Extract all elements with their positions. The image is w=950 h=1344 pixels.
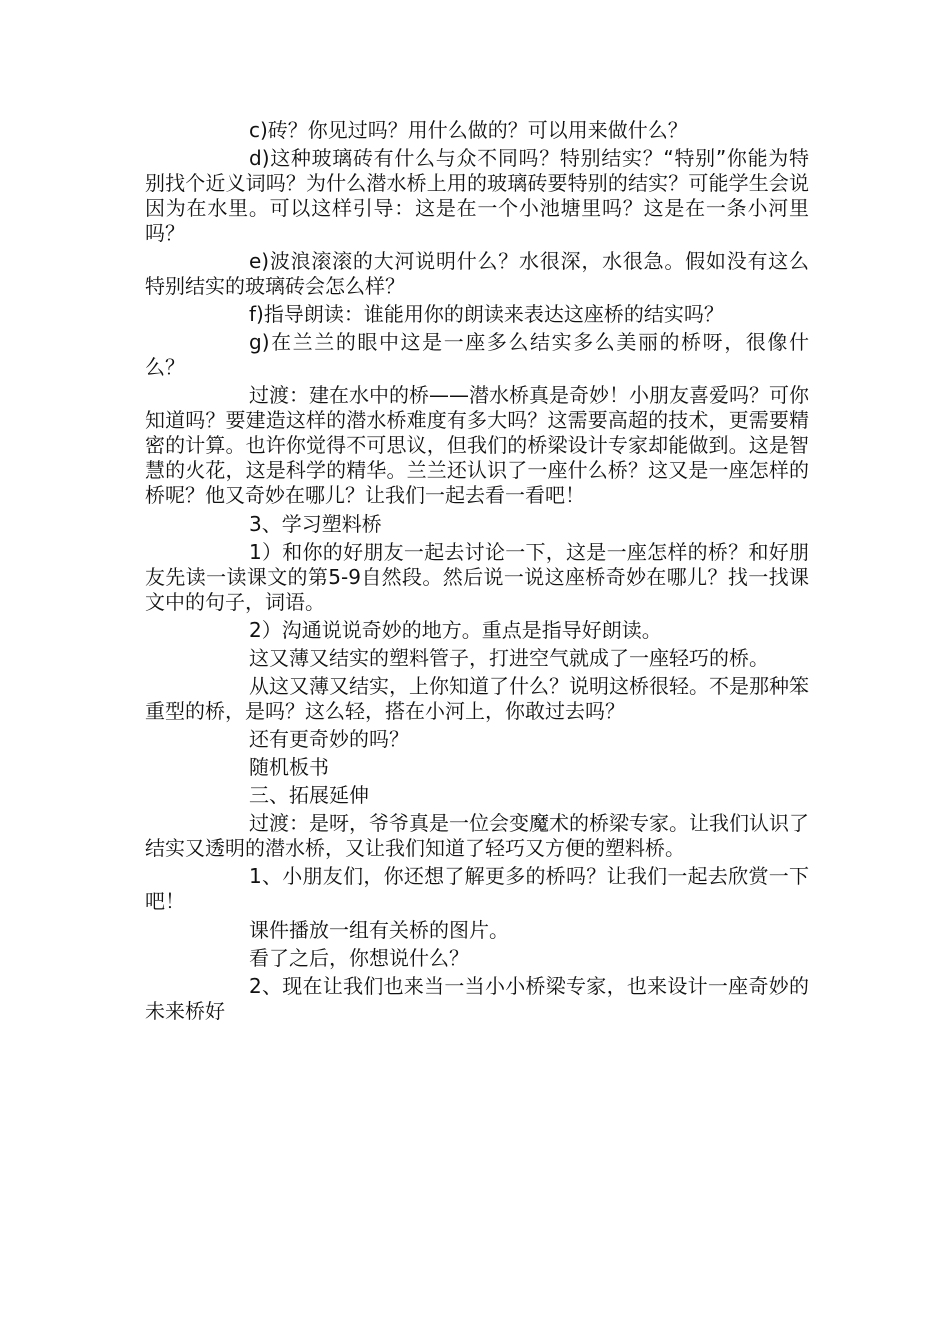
paragraph-light-bridge: 从这又薄又结实，上你知道了什么？说明这桥很轻。不是那种笨重型的桥，是吗？这么轻，搭在小河上，你敢过去吗？ (145, 673, 809, 723)
paragraph-after-viewing: 看了之后，你想说什么？ (249, 945, 469, 970)
paragraph-c: c)砖？你见过吗？用什么做的？可以用来做什么？ (249, 118, 688, 142)
paragraph-transition-1: 过渡：建在水中的桥——潜水桥真是奇妙！小朋友喜爱吗？可你知道吗？要建造这样的潜水桥难度有多大吗？这需要高超的技术，更需要精密的计算。也许你觉得不可思议，但我们的桥梁设计专家却能做到。这是智慧的火花，这是科学的精华。兰兰还认识了一座什么桥？这又是一座怎样的桥呢？他又奇妙在哪儿？让我们一起去看一看吧！ (145, 383, 809, 508)
paragraph-step-2: 2）沟通说说奇妙的地方。重点是指导好朗读。 (249, 617, 662, 642)
paragraph-plastic-pipe: 这又薄又结实的塑料管子，打进空气就成了一座轻巧的桥。 (249, 645, 769, 670)
paragraph-g: g)在兰兰的眼中这是一座多么结实多么美丽的桥呀，很像什么？ (145, 330, 809, 380)
paragraph-transition-2: 过渡：是呀，爷爷真是一位会变魔术的桥梁专家。让我们认识了结实又透明的潜水桥，又让我们知道了轻巧又方便的塑料桥。 (145, 811, 809, 861)
section-heading-plastic-bridge: 3、学习塑料桥 (249, 511, 382, 536)
section-heading-extension: 三、拓展延伸 (249, 783, 369, 808)
paragraph-d: d)这种玻璃砖有什么与众不同吗？特别结实？“特别”你能为特别找个近义词吗？为什么潜水桥上用的玻璃砖要特别的结实？可能学生会说因为在水里。可以这样引导：这是在一个小池塘里吗？这是在一条小河里吗？ (145, 146, 809, 246)
document-body (145, 118, 809, 1027)
paragraph-f: f)指导朗读：谁能用你的朗读来表达这座桥的结实吗？ (249, 302, 724, 327)
paragraph-item-1: 1、小朋友们，你还想了解更多的桥吗？让我们一起去欣赏一下吧！ (145, 864, 809, 914)
paragraph-step-1: 1）和你的好朋友一起去讨论一下，这是一座怎样的桥？和好朋友先读一读课文的第5-9自然段。然后说一说这座桥奇妙在哪儿？找一找课文中的句子，词语。 (145, 539, 809, 614)
paragraph-e: e)波浪滚滚的大河说明什么？水很深，水很急。假如没有这么特别结实的玻璃砖会怎么样？ (145, 249, 809, 299)
paragraph-item-2: 2、现在让我们也来当一当小小桥梁专家，也来设计一座奇妙的未来桥好 (145, 973, 809, 1023)
paragraph-more-wonders: 还有更奇妙的吗？ (249, 727, 409, 752)
paragraph-slideshow: 课件播放一组有关桥的图片。 (249, 917, 509, 942)
paragraph-board-notes: 随机板书 (249, 755, 329, 780)
